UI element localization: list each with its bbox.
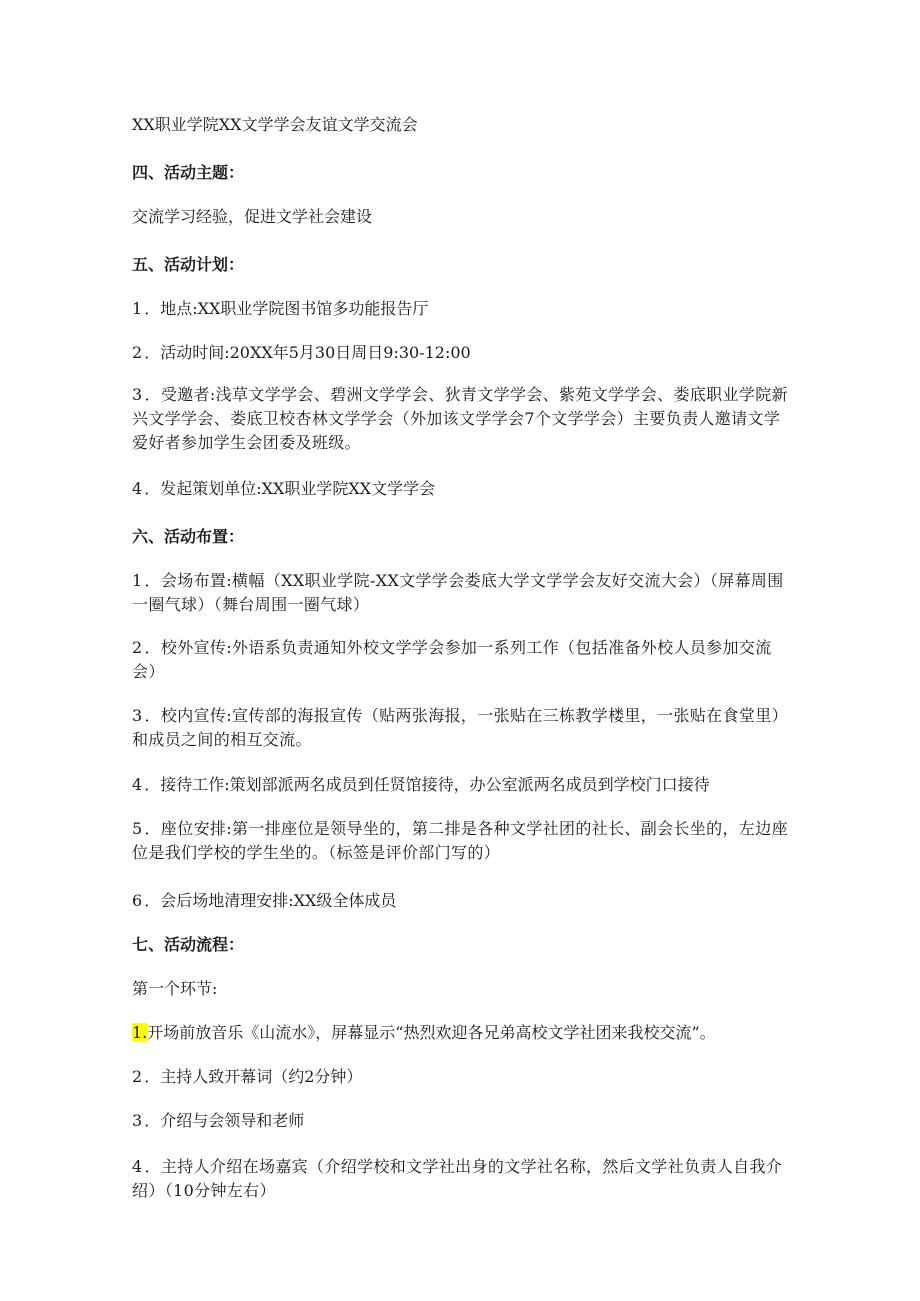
plan-item-text: ．发起策划单位:XX职业学院XX文学学会 — [144, 479, 436, 498]
process-item-text: 开场前放音乐《山流水》，屏幕显示“热烈欢迎各兄弟高校文学社团来我校交流”。 — [147, 1023, 716, 1042]
process-item-number: 1. — [132, 1023, 148, 1042]
process-item — [132, 1109, 792, 1133]
setup-item-number: 4 — [132, 775, 143, 794]
setup-item-number: 5 — [132, 819, 143, 838]
process-item-text: ．主持人介绍在场嘉宾（介绍学校和文学社出身的文学社名称，然后文学社负责人自我介绍）（10分钟左右） — [132, 1157, 783, 1200]
setup-item-text: ．校内宣传:宣传部的海报宣传（贴两张海报，一张贴在三栋教学楼里，一张贴在食堂里）和成员之间的相互交流。 — [132, 706, 788, 749]
plan-item-text: ．地点:XX职业学院图书馆多功能报告厅 — [144, 299, 429, 318]
plan-item-number: 1 — [132, 299, 143, 318]
plan-item-number: 3 — [132, 385, 143, 404]
setup-item-number: 2 — [132, 638, 143, 657]
process-item — [132, 1021, 792, 1045]
setup-item — [132, 569, 792, 617]
setup-item-text: ．会后场地清理安排:XX级全体成员 — [144, 891, 397, 910]
setup-item — [132, 704, 792, 752]
plan-item-text: ．活动时间:20XX年5月30日周日9:30-12:00 — [144, 343, 471, 362]
process-item-number: 4 — [132, 1157, 143, 1176]
setup-item — [132, 889, 792, 913]
plan-item-text: ．受邀者:浅草文学学会、碧洲文学学会、狄青文学学会、紫苑文学学会、娄底职业学院新兴文学学会、娄底卫校杏林文学学会（外加该文学学会7个文学学会）主要负责人邀请文学爱好者参加学生会团委及班级。 — [132, 385, 788, 452]
process-item-text: ．主持人致开幕词（约2分钟） — [144, 1067, 363, 1086]
setup-item-text: ．校外宣传:外语系负责通知外校文学学会参加一系列工作（包括准备外校人员参加交流会） — [132, 638, 772, 681]
plan-item — [132, 297, 792, 321]
process-item — [132, 1155, 792, 1203]
plan-item — [132, 477, 792, 501]
section-heading-process: 七、活动流程： — [132, 935, 245, 954]
process-item-number: 2 — [132, 1067, 143, 1086]
setup-item — [132, 817, 792, 865]
section-heading-setup: 六、活动布置： — [132, 527, 245, 546]
section-heading-theme: 四、活动主题： — [132, 163, 245, 182]
section-heading-plan: 五、活动计划： — [132, 255, 245, 274]
process-item-number: 3 — [132, 1111, 143, 1130]
section-body-theme: 交流学习经验，促进文学社会建设 — [132, 207, 373, 226]
plan-item-number: 2 — [132, 343, 143, 362]
setup-item — [132, 636, 792, 684]
setup-item-text: ．座位安排:第一排座位是领导坐的，第二排是各种文学社团的社长、副会长坐的，左边座位是我们学校的学生坐的。（标签是评价部门写的） — [132, 819, 788, 862]
plan-item — [132, 341, 792, 365]
setup-item-number: 6 — [132, 891, 143, 910]
process-item — [132, 1065, 792, 1089]
setup-item-text: ．会场布置:横幅（XX职业学院-XX文学学会娄底大学文学学会友好交流大会）（屏幕周围一圈气球）（舞台周围一圈气球） — [132, 571, 784, 614]
setup-item-number: 1 — [132, 571, 143, 590]
setup-item — [132, 773, 792, 797]
plan-item-number: 4 — [132, 479, 143, 498]
plan-item — [132, 383, 792, 455]
process-item-text: ．介绍与会领导和老师 — [144, 1111, 305, 1130]
document-title: XX职业学院XX文学学会友谊文学交流会 — [132, 115, 418, 134]
setup-item-text: ．接待工作:策划部派两名成员到任贤馆接待，办公室派两名成员到学校门口接待 — [144, 775, 710, 794]
process-subheading: 第一个环节: — [132, 979, 218, 998]
setup-item-number: 3 — [132, 706, 143, 725]
